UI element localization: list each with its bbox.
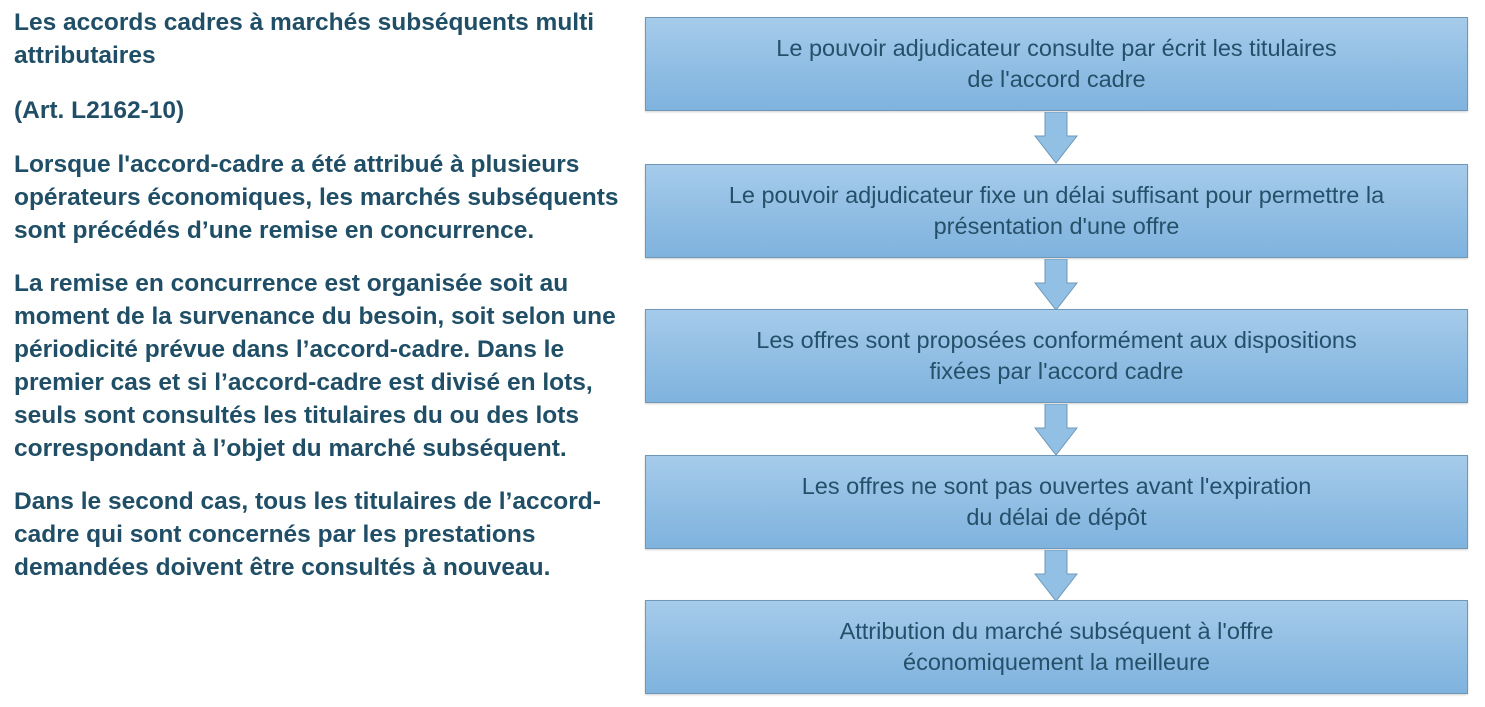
paragraph-3: Dans le second cas, tous les titulaires de l’accord-cadre qui sont concernés par les prestations demandées doivent être consultés à nouveau. bbox=[14, 488, 601, 581]
flow-step-2-line-2: présentation d'une offre bbox=[933, 213, 1180, 239]
flow-step-5-line-2: économiquement la meilleure bbox=[903, 649, 1210, 675]
flow-step-5-line-1: Attribution du marché subséquent à l'offre bbox=[839, 618, 1274, 644]
flow-step-1-text bbox=[776, 33, 1336, 95]
flow-step-2 bbox=[645, 164, 1468, 258]
flow-step-4 bbox=[645, 455, 1468, 549]
paragraph-1: Lorsque l'accord-cadre a été attribué à plusieurs opérateurs économiques, les marchés subséquents sont précédés d’une remise en concurrence. bbox=[14, 151, 619, 244]
flowchart bbox=[645, 17, 1470, 707]
flow-step-1 bbox=[645, 17, 1468, 111]
page-title: Les accords cadres à marchés subséquents multi attributaires bbox=[14, 9, 595, 69]
flow-step-2-text bbox=[729, 180, 1384, 242]
down-arrow-icon bbox=[1034, 404, 1078, 456]
down-arrow-icon bbox=[1034, 550, 1078, 602]
paragraph-2: La remise en concurrence est organisée soit au moment de la survenance du besoin, soit selon une périodicité prévue dans l’accord-cadre. Dans le premier cas et si l’accord-cadre est divisé en lots, seuls sont consultés les titulaires du ou des lots correspondant à l’objet du marché subséquent. bbox=[14, 270, 616, 462]
flow-step-5 bbox=[645, 600, 1468, 694]
left-text-panel bbox=[14, 6, 624, 604]
down-arrow-icon bbox=[1034, 112, 1078, 164]
flow-step-4-line-2: du délai de dépôt bbox=[966, 504, 1147, 530]
flow-step-4-line-1: Les offres ne sont pas ouvertes avant l'expiration bbox=[801, 473, 1312, 499]
flow-step-1-line-1: Le pouvoir adjudicateur consulte par écrit les titulaires bbox=[776, 35, 1337, 61]
flow-step-3-line-1: Les offres sont proposées conformément aux dispositions bbox=[756, 327, 1357, 353]
flow-step-1-line-2: de l'accord cadre bbox=[967, 66, 1146, 92]
flow-step-2-line-1: Le pouvoir adjudicateur fixe un délai suffisant pour permettre la bbox=[728, 182, 1385, 208]
down-arrow-icon bbox=[1034, 259, 1078, 311]
flow-step-3-text bbox=[756, 325, 1356, 387]
article-reference: (Art. L2162-10) bbox=[14, 97, 185, 124]
flow-step-3-line-2: fixées par l'accord cadre bbox=[929, 358, 1184, 384]
flow-step-3 bbox=[645, 309, 1468, 403]
flow-step-5-text bbox=[840, 616, 1274, 678]
flow-step-4-text bbox=[802, 471, 1312, 533]
